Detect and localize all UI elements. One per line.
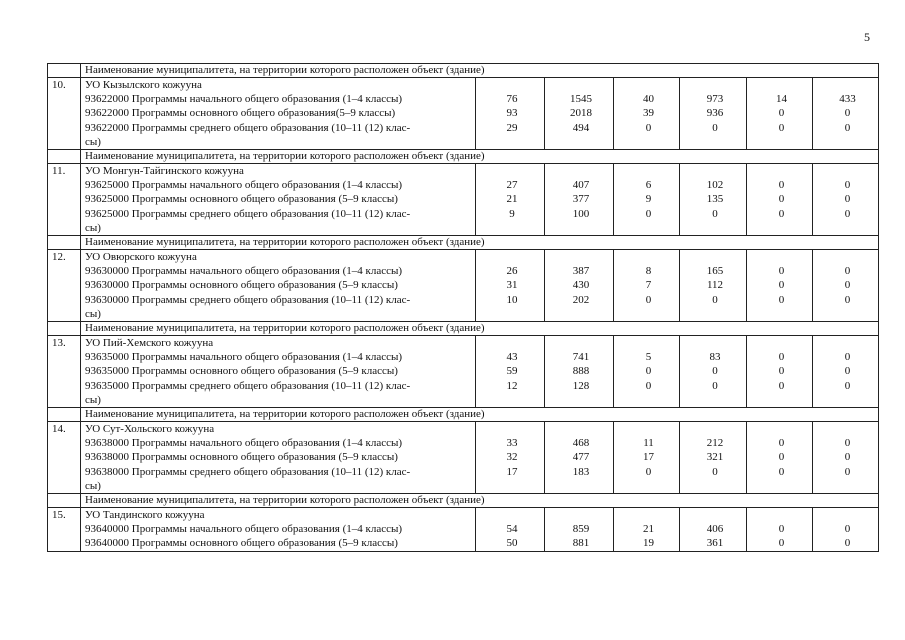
value-cell: 9 (645, 193, 652, 206)
program-line: 93630000 Программы начального общего образования (1–4 классы) (85, 265, 403, 278)
value-cell: 39 (643, 107, 654, 120)
value-cell: 0 (778, 193, 785, 206)
value-cell: 0 (645, 465, 652, 478)
organization-name: УО Сут-Хольского кожууна (85, 423, 215, 436)
value-cell: 741 (572, 351, 590, 364)
value-cell: 0 (844, 437, 851, 450)
value-cell: 0 (712, 121, 718, 134)
value-column-6 (813, 508, 879, 552)
header-num-cell (48, 236, 81, 250)
value-cell: 0 (712, 465, 718, 478)
value-column-3 (614, 508, 680, 552)
value-cell: 102 (706, 179, 724, 192)
program-line-continuation: сы) (85, 135, 101, 148)
value-column-1 (476, 250, 545, 322)
header-num-cell (48, 322, 81, 336)
header-num-cell (48, 150, 81, 164)
value-cell: 0 (844, 451, 851, 464)
value-cell: 76 (506, 93, 518, 106)
value-cell: 0 (645, 379, 652, 392)
value-column-2 (545, 78, 614, 150)
value-cell: 112 (706, 279, 724, 292)
value-cell: 0 (844, 107, 851, 120)
value-cell: 0 (844, 351, 851, 364)
program-line: 93635000 Программы среднего общего образования (10–11 (12) клас- (85, 379, 411, 392)
value-cell: 0 (844, 379, 851, 392)
value-cell: 27 (506, 179, 518, 192)
value-cell: 0 (778, 437, 785, 450)
value-cell: 83 (709, 351, 721, 364)
organization-name: УО Монгун-Тайгинского кожууна (85, 165, 244, 178)
value-cell: 0 (844, 523, 851, 536)
municipality-header-label: Наименование муниципалитета, на территории которого расположен объект (здание) (81, 408, 879, 422)
program-line: 93622000 Программы основного общего образования(5–9 классы) (85, 107, 396, 120)
program-line-continuation: сы) (85, 307, 101, 320)
organization-name: УО Пий-Хемского кожууна (85, 337, 214, 350)
value-cell: 17 (643, 451, 654, 464)
value-cell: 128 (572, 379, 590, 392)
value-column-6 (813, 164, 879, 236)
value-cell: 0 (844, 179, 851, 192)
value-cell: 0 (844, 207, 851, 220)
value-cell: 494 (572, 121, 590, 134)
value-column-5 (747, 78, 813, 150)
value-cell: 433 (839, 93, 856, 106)
value-cell: 183 (572, 465, 590, 478)
value-column-1 (476, 164, 545, 236)
municipality-header-label: Наименование муниципалитета, на территории которого расположен объект (здание) (81, 494, 879, 508)
value-cell: 1545 (570, 93, 592, 106)
section-row (48, 250, 879, 322)
program-line: 93622000 Программы среднего общего образования (10–11 (12) клас- (85, 121, 411, 134)
value-column-3 (614, 78, 680, 150)
value-cell: 0 (778, 121, 785, 134)
registry-body (48, 64, 879, 552)
section-number: 12. (48, 250, 81, 322)
municipality-header-label: Наименование муниципалитета, на территории которого расположен объект (здание) (81, 150, 879, 164)
municipality-header-row (48, 64, 879, 78)
value-cell: 477 (572, 451, 590, 464)
section-description (81, 250, 476, 322)
municipality-header-row (48, 408, 879, 422)
value-cell: 5 (645, 351, 652, 364)
value-cell: 859 (572, 523, 590, 536)
value-cell: 21 (506, 193, 518, 206)
section-number: 10. (48, 78, 81, 150)
value-column-5 (747, 422, 813, 494)
value-cell: 0 (844, 193, 851, 206)
value-column-3 (614, 250, 680, 322)
section-description (81, 336, 476, 408)
organization-name: УО Кызылского кожууна (85, 79, 202, 91)
value-cell: 10 (506, 293, 518, 306)
value-cell: 14 (776, 93, 787, 106)
program-line: 93630000 Программы основного общего образования (5–9 классы) (85, 279, 398, 292)
program-line-continuation: сы) (85, 393, 101, 406)
section-row (48, 422, 879, 494)
value-cell: 0 (712, 207, 718, 220)
value-cell: 0 (778, 537, 785, 550)
program-line: 93638000 Программы основного общего образования (5–9 классы) (85, 451, 398, 464)
value-cell: 43 (506, 351, 518, 364)
value-column-4 (680, 78, 747, 150)
section-description (81, 78, 476, 150)
value-column-6 (813, 78, 879, 150)
value-column-1 (476, 78, 545, 150)
value-column-4 (680, 164, 747, 236)
value-cell: 387 (572, 265, 590, 278)
value-cell: 973 (706, 93, 724, 106)
program-line: 93640000 Программы начального общего образования (1–4 классы) (85, 523, 403, 536)
value-cell: 936 (706, 107, 724, 120)
value-cell: 0 (778, 451, 785, 464)
section-row (48, 78, 879, 150)
value-column-6 (813, 336, 879, 408)
value-column-2 (545, 164, 614, 236)
value-cell: 407 (572, 179, 590, 192)
program-line: 93630000 Программы среднего общего образования (10–11 (12) клас- (85, 293, 411, 306)
organization-name: УО Тандинского кожууна (85, 509, 205, 522)
value-cell: 0 (712, 365, 718, 378)
value-cell: 0 (778, 351, 785, 364)
value-column-4 (680, 250, 747, 322)
value-cell: 19 (643, 537, 654, 550)
value-column-4 (680, 422, 747, 494)
value-cell: 0 (844, 279, 851, 292)
value-cell: 17 (506, 465, 518, 478)
value-cell: 12 (506, 379, 518, 392)
value-cell: 54 (506, 523, 518, 536)
program-line: 93635000 Программы начального общего образования (1–4 классы) (85, 351, 403, 364)
value-cell: 212 (706, 437, 724, 450)
value-cell: 8 (645, 265, 652, 278)
value-cell: 361 (706, 537, 724, 550)
section-number: 13. (48, 336, 81, 408)
value-cell: 0 (778, 379, 785, 392)
value-cell: 33 (506, 437, 518, 450)
value-cell: 0 (844, 465, 851, 478)
value-cell: 32 (506, 451, 518, 464)
value-cell: 377 (572, 193, 590, 206)
value-column-6 (813, 422, 879, 494)
value-cell: 2018 (570, 107, 592, 120)
municipality-header-row (48, 150, 879, 164)
value-cell: 40 (643, 93, 654, 106)
value-cell: 0 (778, 107, 785, 120)
value-column-3 (614, 336, 680, 408)
value-cell: 93 (506, 107, 518, 120)
value-cell: 0 (844, 537, 851, 550)
page-number: 5 (864, 30, 870, 44)
value-cell: 7 (645, 279, 652, 292)
value-cell: 406 (706, 523, 724, 536)
value-cell: 430 (572, 279, 590, 292)
value-cell: 0 (778, 465, 785, 478)
value-cell: 0 (778, 265, 785, 278)
value-column-5 (747, 164, 813, 236)
registry-table (47, 63, 879, 552)
value-cell: 468 (572, 437, 590, 450)
section-number: 14. (48, 422, 81, 494)
value-column-4 (680, 508, 747, 552)
value-cell: 0 (778, 279, 785, 292)
program-line: 93635000 Программы основного общего образования (5–9 классы) (85, 365, 398, 378)
value-cell: 0 (778, 207, 785, 220)
value-column-5 (747, 508, 813, 552)
municipality-header-label: Наименование муниципалитета, на территории которого расположен объект (здание) (81, 64, 879, 78)
header-num-cell (48, 408, 81, 422)
program-line-continuation: сы) (85, 221, 101, 234)
value-cell: 11 (643, 437, 654, 450)
municipality-header-row (48, 494, 879, 508)
value-cell: 888 (572, 365, 590, 378)
section-description (81, 422, 476, 494)
value-cell: 0 (645, 293, 652, 306)
value-column-2 (545, 508, 614, 552)
program-line: 93640000 Программы основного общего образования (5–9 классы) (85, 537, 398, 550)
value-cell: 0 (645, 121, 652, 134)
value-column-5 (747, 250, 813, 322)
value-column-6 (813, 250, 879, 322)
value-column-1 (476, 508, 545, 552)
value-column-2 (545, 250, 614, 322)
section-description (81, 164, 476, 236)
municipality-header-row (48, 236, 879, 250)
value-cell: 0 (778, 523, 785, 536)
value-column-5 (747, 336, 813, 408)
value-cell: 0 (778, 365, 785, 378)
value-cell: 50 (506, 537, 518, 550)
value-cell: 0 (844, 121, 851, 134)
section-row (48, 164, 879, 236)
value-cell: 31 (506, 279, 518, 292)
value-cell: 21 (643, 523, 654, 536)
header-num-cell (48, 494, 81, 508)
municipality-header-label: Наименование муниципалитета, на территории которого расположен объект (здание) (81, 236, 879, 250)
value-cell: 165 (706, 265, 724, 278)
value-cell: 29 (506, 121, 518, 134)
municipality-header-label: Наименование муниципалитета, на территории которого расположен объект (здание) (81, 322, 879, 336)
program-line: 93622000 Программы начального общего образования (1–4 классы) (85, 93, 403, 106)
program-line-continuation: сы) (85, 479, 101, 492)
value-column-2 (545, 336, 614, 408)
program-line: 93625000 Программы среднего общего образования (10–11 (12) клас- (85, 207, 411, 220)
value-cell: 135 (706, 193, 724, 206)
value-column-2 (545, 422, 614, 494)
section-row (48, 336, 879, 408)
value-cell: 202 (572, 293, 590, 306)
section-description (81, 508, 476, 552)
value-cell: 881 (572, 537, 590, 550)
value-cell: 0 (844, 265, 851, 278)
value-column-1 (476, 336, 545, 408)
program-line: 93638000 Программы среднего общего образования (10–11 (12) клас- (85, 465, 411, 478)
section-row (48, 508, 879, 552)
value-cell: 321 (706, 451, 724, 464)
value-cell: 0 (778, 293, 785, 306)
value-cell: 100 (572, 207, 590, 220)
section-number: 15. (48, 508, 81, 552)
value-cell: 26 (506, 265, 518, 278)
value-column-3 (614, 422, 680, 494)
value-cell: 0 (645, 365, 652, 378)
value-cell: 0 (645, 207, 652, 220)
value-cell: 9 (509, 207, 515, 220)
value-column-3 (614, 164, 680, 236)
value-cell: 59 (506, 365, 518, 378)
value-cell: 0 (778, 179, 785, 192)
value-column-1 (476, 422, 545, 494)
value-column-4 (680, 336, 747, 408)
program-line: 93638000 Программы начального общего образования (1–4 классы) (85, 437, 403, 450)
program-line: 93625000 Программы начального общего образования (1–4 классы) (85, 179, 403, 192)
value-cell: 0 (844, 293, 851, 306)
municipality-header-row (48, 322, 879, 336)
value-cell: 0 (712, 293, 718, 306)
program-line: 93625000 Программы основного общего образования (5–9 классы) (85, 193, 398, 206)
section-number: 11. (48, 164, 81, 236)
header-num-cell (48, 64, 81, 78)
organization-name: УО Овюрского кожууна (85, 251, 197, 264)
value-cell: 0 (712, 379, 718, 392)
value-cell: 0 (844, 365, 851, 378)
value-cell: 6 (645, 179, 652, 192)
